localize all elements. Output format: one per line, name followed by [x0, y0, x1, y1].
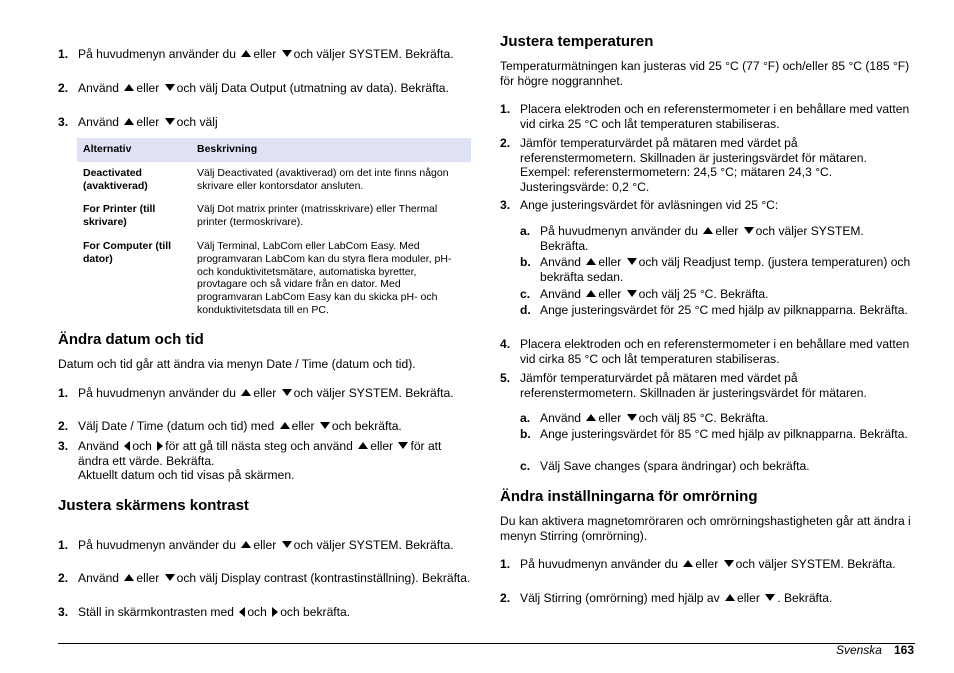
step-1: 1. På huvudmenyn använder du eller och väljer SYSTEM. Bekräfta.	[58, 47, 454, 61]
arrow-down-icon	[282, 389, 292, 396]
section-heading: Ändra inställningarna för omrörning	[500, 488, 758, 505]
step-2: 2. Jämför temperaturvärdet på mätaren med värdet på referenstermometern. Skillnaden är justeringsvärdet för mätaren. Exempel: referenstermometern: 24,5 °C; mätaren 24,3 °C. Justeringsvärde: 0,2 °C.	[500, 136, 867, 194]
arrow-up-icon	[683, 560, 693, 567]
step-2: 2. Välj Date / Time (datum och tid) med eller och bekräfta.	[58, 419, 402, 433]
arrow-down-icon	[627, 258, 637, 265]
arrow-up-icon	[124, 574, 134, 581]
table-row: Deactivated (avaktiverad) Välj Deactivated (avaktiverad) om det inte finns någon skrivare eller kontorsdator ansluten.	[77, 162, 471, 198]
step-4: 4. Placera elektroden och en referenstermometer i en behållare med vatten vid cirka 85 °C och låt temperaturen stabiliseras.	[500, 337, 910, 366]
table-header-row	[77, 138, 471, 162]
step-1: 1. Placera elektroden och en referenstermometer i en behållare med vatten vid cirka 25 °C och låt temperaturen stabiliseras.	[500, 102, 910, 131]
substep-d: d. Ange justeringsvärdet för 25 °C med hjälp av pilknapparna. Bekräfta.	[520, 303, 908, 317]
arrow-right-icon	[272, 607, 278, 617]
column-header: Alternativ	[77, 138, 191, 162]
table-row: For Computer (till dator) Välj Terminal, LabCom eller LabCom Easy. Med programvaran LabCom kan du styra flera moduler, pH- och konduktivitetsmätare, automatiska byretter, provtagare och så vidare från en dator. Med programvaran LabCom Easy kan du skicka pH- och konduktivitetsdata till en PC.	[77, 234, 471, 322]
section-intro: Du kan aktivera magnetomröraren och omrörningshastigheten går att ändra i menyn Stirring (omrörning).	[500, 514, 911, 543]
arrow-up-icon	[241, 541, 251, 548]
step-3: 3. Ställ in skärmkontrasten med och och bekräfta.	[58, 605, 351, 619]
substep-b: b. Använd eller och välj Readjust temp. (justera temperaturen) och bekräfta sedan.	[520, 255, 911, 284]
arrow-up-icon	[358, 442, 368, 449]
substep-a: a. Använd eller och välj 85 °C. Bekräfta.	[520, 411, 769, 425]
arrow-down-icon	[165, 84, 175, 91]
arrow-up-icon	[241, 389, 251, 396]
step-3: 3. Använd eller och välj	[58, 115, 218, 129]
column-header: Beskrivning	[191, 138, 471, 162]
arrow-left-icon	[124, 441, 130, 451]
arrow-down-icon	[627, 414, 637, 421]
options-table	[77, 138, 471, 323]
page-number: 163	[893, 643, 914, 657]
arrow-down-icon	[282, 541, 292, 548]
arrow-down-icon	[165, 118, 175, 125]
section-heading: Ändra datum och tid	[58, 331, 204, 348]
arrow-down-icon	[744, 227, 754, 234]
arrow-up-icon	[124, 84, 134, 91]
section-intro: Temperaturmätningen kan justeras vid 25 °C (77 °F) och/eller 85 °C (185 °F) för högre noggrannhet.	[500, 59, 910, 88]
step-3: 3. Använd och för att gå till nästa steg och använd eller för att ändra ett värde. Bekräfta. Aktuellt datum och tid visas på skärmen.	[58, 439, 442, 483]
arrow-up-icon	[725, 594, 735, 601]
arrow-down-icon	[765, 594, 775, 601]
step-3: 3. Ange justeringsvärdet för avläsningen vid 25 °C:	[500, 198, 779, 212]
arrow-up-icon	[586, 290, 596, 297]
arrow-left-icon	[239, 607, 245, 617]
section-heading: Justera temperaturen	[500, 33, 654, 50]
arrow-down-icon	[724, 560, 734, 567]
substep-a: a. På huvudmenyn använder du eller och väljer SYSTEM. Bekräfta.	[520, 224, 864, 253]
footer-language: Svenska	[835, 643, 882, 657]
step-1: 1. På huvudmenyn använder du eller och väljer SYSTEM. Bekräfta.	[58, 386, 454, 400]
arrow-up-icon	[124, 118, 134, 125]
substep-b: b. Ange justeringsvärdet för 85 °C med hjälp av pilknapparna. Bekräfta.	[520, 427, 908, 441]
footer-divider	[58, 643, 915, 644]
arrow-up-icon	[280, 422, 290, 429]
step-1: 1. På huvudmenyn använder du eller och väljer SYSTEM. Bekräfta.	[58, 538, 454, 552]
arrow-down-icon	[165, 574, 175, 581]
arrow-down-icon	[627, 290, 637, 297]
arrow-down-icon	[398, 442, 408, 449]
section-intro: Datum och tid går att ändra via menyn Date / Time (datum och tid).	[58, 357, 416, 371]
step-5: 5. Jämför temperaturvärdet på mätaren med värdet på referenstermometern. Skillnaden är justeringsvärdet för mätaren.	[500, 371, 867, 400]
substep-c: c. Använd eller och välj 25 °C. Bekräfta.	[520, 287, 769, 301]
step-2: 2. Använd eller och välj Data Output (utmatning av data). Bekräfta.	[58, 81, 449, 95]
arrow-right-icon	[157, 441, 163, 451]
arrow-down-icon	[320, 422, 330, 429]
arrow-up-icon	[586, 414, 596, 421]
arrow-up-icon	[241, 50, 251, 57]
arrow-up-icon	[703, 227, 713, 234]
substep-c: c. Välj Save changes (spara ändringar) och bekräfta.	[520, 459, 810, 473]
arrow-up-icon	[586, 258, 596, 265]
step-1: 1. På huvudmenyn använder du eller och väljer SYSTEM. Bekräfta.	[500, 557, 896, 571]
section-heading: Justera skärmens kontrast	[58, 497, 249, 514]
step-2: 2. Använd eller och välj Display contrast (kontrastinställning). Bekräfta.	[58, 571, 471, 585]
table-row: For Printer (till skrivare) Välj Dot matrix printer (matrisskrivare) eller Thermal printer (termoskrivare).	[77, 198, 471, 235]
step-2: 2. Välj Stirring (omrörning) med hjälp av eller . Bekräfta.	[500, 591, 833, 605]
arrow-down-icon	[282, 50, 292, 57]
page-footer	[836, 643, 914, 658]
